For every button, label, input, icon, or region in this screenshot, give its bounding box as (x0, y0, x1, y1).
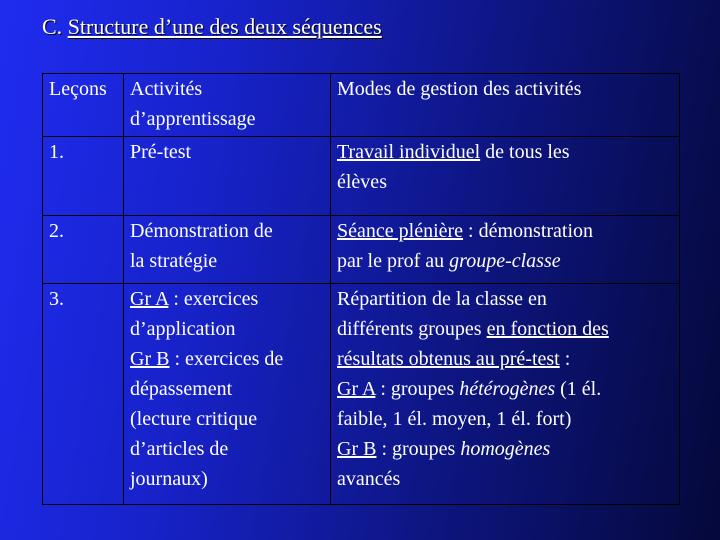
row3-mode-line3 (337, 344, 679, 374)
header-cell-lecons (43, 74, 124, 137)
row3-mode-line2 (337, 314, 679, 344)
row2-mode-italic: groupe-classe (449, 250, 561, 272)
row3-mode-line6 (337, 434, 679, 464)
header-modes: Modes de gestion des activités (337, 78, 582, 100)
row2-activity-cell (124, 216, 331, 284)
row3-mode-line7: avancés (337, 468, 401, 490)
row2-num: 2. (49, 220, 64, 242)
row3-mode-line4-mid: : groupes (375, 378, 460, 400)
row3-num-cell (43, 284, 124, 505)
header-cell-modes (331, 74, 680, 137)
row1-activity: Pré-test (130, 141, 192, 163)
row3-activity-line7: journaux) (130, 468, 208, 490)
row1-mode-line2: élèves (337, 171, 387, 193)
row1-num: 1. (49, 141, 64, 163)
row3-mode-grb-label: Gr B (337, 438, 377, 460)
row2-mode-pre: par le prof au (337, 250, 450, 272)
table-row (43, 284, 680, 505)
header-cell-activites (124, 74, 331, 137)
row1-mode-cell (331, 137, 680, 216)
row3-mode-line2-pre: différents groupes (337, 318, 487, 340)
row3-mode-gra-label: Gr A (337, 378, 376, 400)
title-text: Structure d’une des deux séquences (67, 14, 382, 39)
row3-grb-rest: : exercices de (169, 348, 284, 370)
row3-activity-line1 (130, 284, 330, 314)
row3-activity-line6: d’articles de (130, 438, 229, 460)
row2-mode-rest: : démonstration (463, 220, 594, 242)
row2-activity-line1: Démonstration de (130, 220, 273, 242)
title-prefix: C. (42, 14, 68, 39)
row3-mode-line1: Répartition de la classe en (337, 288, 547, 310)
table-row (43, 137, 680, 216)
row1-num-cell (43, 137, 124, 216)
header-activites-line1: Activités (130, 78, 203, 100)
row3-mode-line3-underlined: résultats obtenus au pré-test (337, 348, 560, 370)
row3-mode-line2-underlined: en fonction des (486, 318, 609, 340)
row1-mode-line1 (337, 137, 679, 167)
row3-mode-cell (331, 284, 680, 505)
table-header-row (43, 74, 680, 137)
row3-grb-label: Gr B (130, 348, 170, 370)
row3-activity-line4: dépassement (130, 378, 233, 400)
row3-mode-line3-rest: : (559, 348, 571, 370)
row2-activity-line2: la stratégie (130, 250, 218, 272)
row3-mode-line4 (337, 374, 679, 404)
row1-mode-rest: de tous les (480, 141, 570, 163)
row3-mode-line5: faible, 1 él. moyen, 1 él. fort) (337, 408, 572, 430)
header-lecons: Leçons (49, 78, 107, 100)
slide-title (42, 14, 382, 40)
row3-mode-line4-rest: (1 él. (555, 378, 602, 400)
sequence-table (42, 73, 680, 505)
row2-mode-cell (331, 216, 680, 284)
row2-mode-line2 (337, 246, 679, 276)
row2-mode-underlined: Séance plénière (337, 220, 464, 242)
header-activites-line2: d’apprentissage (130, 108, 256, 130)
row3-activity-line5: (lecture critique (130, 408, 258, 430)
table-row (43, 216, 680, 284)
row3-activity-line3 (130, 344, 330, 374)
row3-mode-line4-italic: hétérogènes (459, 378, 556, 400)
row3-gra-label: Gr A (130, 288, 169, 310)
row3-activity-line2: d’application (130, 318, 236, 340)
row1-activity-cell (124, 137, 331, 216)
row2-mode-line1 (337, 216, 679, 246)
row3-mode-line6-italic: homogènes (460, 438, 551, 460)
row3-gra-rest: : exercices (168, 288, 259, 310)
row3-num: 3. (49, 288, 64, 310)
row3-activity-cell (124, 284, 331, 505)
row3-mode-line6-mid: : groupes (376, 438, 461, 460)
row2-num-cell (43, 216, 124, 284)
row1-mode-underlined: Travail individuel (337, 141, 481, 163)
